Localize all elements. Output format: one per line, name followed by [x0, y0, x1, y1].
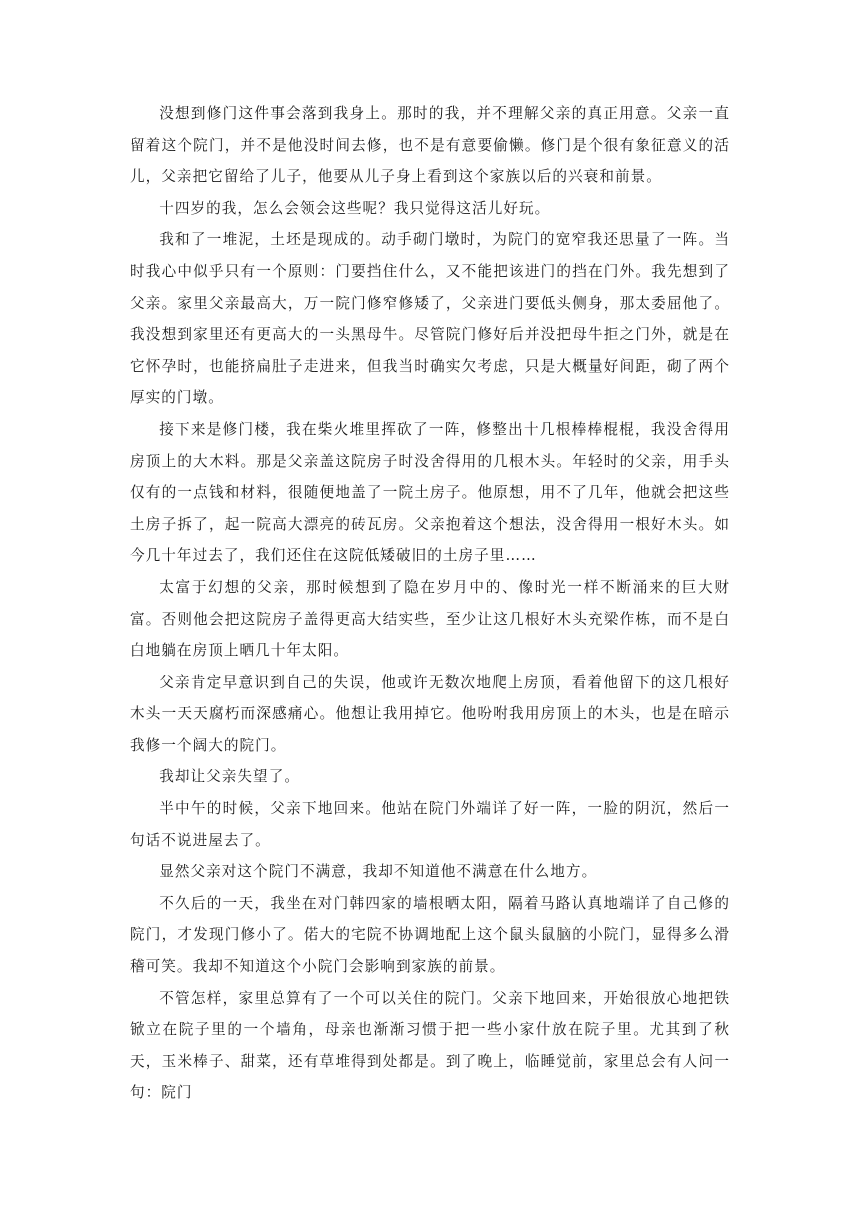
article-body: [130, 98, 730, 1109]
paragraph-2: 十四岁的我，怎么会领会这些呢？我只觉得这活儿好玩。: [159, 199, 551, 217]
paragraph-3: 我和了一堆泥，土坯是现成的。动手砌门墩时，为院门的宽窄我还思量了一阵。当时我心中似乎只有一个原则：门要挡住什么，又不能把该进门的挡在门外。我先想到了父亲。家里父亲最高大，万一院门修窄修矮了，父亲进门要低头侧身，那太委屈他了。我没想到家里还有更高大的一头黑母牛。尽管院门修好后并没把母牛拒之门外，就是在它怀孕时，也能挤扁肚子走进来，但我当时确实欠考虑，只是大概量好间距，砌了两个厚实的门墩。: [130, 231, 730, 407]
paragraph-11: 不管怎样，家里总算有了一个可以关住的院门。父亲下地回来，开始很放心地把铁锨立在院子里的一个墙角，母亲也渐渐习惯于把一些小家什放在院子里。尤其到了秋天，玉米棒子、甜菜，还有草堆得到处都是。到了晚上，临睡觉前，家里总会有人问一句：院门: [130, 989, 730, 1102]
paragraph-10: 不久后的一天，我坐在对门韩四家的墙根晒太阳，隔着马路认真地端详了自己修的院门，才发现门修小了。偌大的宅院不协调地配上这个鼠头鼠脑的小院门，显得多么滑稽可笑。我却不知道这个小院门会影响到家族的前景。: [130, 894, 730, 976]
paragraph-5: 太富于幻想的父亲，那时候想到了隐在岁月中的、像时光一样不断涌来的巨大财富。否则他会把这院房子盖得更高大结实些，至少让这几根好木头充梁作栋，而不是白白地躺在房顶上晒几十年太阳。: [130, 578, 730, 660]
paragraph-6: 父亲肯定早意识到自己的失误，他或许无数次地爬上房顶，看着他留下的这几根好木头一天天腐朽而深感痛心。他想让我用掉它。他吩咐我用房顶上的木头，也是在暗示我修一个阔大的院门。: [130, 673, 730, 754]
paragraph-8: 半中午的时候，父亲下地回来。他站在院门外端详了好一阵，一脸的阴沉，然后一句话不说进屋去了。: [130, 800, 730, 849]
paragraph-4: 接下来是修门楼，我在柴火堆里挥砍了一阵，修整出十几根棒棒棍棍，我没舍得用房顶上的大木料。那是父亲盖这院房子时没舍得用的几根木头。年轻时的父亲，用手头仅有的一点钱和材料，很随便地盖了一院土房子。他原想，用不了几年，他就会把这些土房子拆了，起一院高大漂亮的砖瓦房。父亲抱着这个想法，没舍得用一根好木头。如今几十年过去了，我们还住在这院低矮破旧的土房子里……: [130, 420, 730, 565]
paragraph-9: 显然父亲对这个院门不满意，我却不知道他不满意在什么地方。: [159, 863, 598, 881]
paragraph-7: 我却让父亲失望了。: [159, 768, 300, 786]
paragraph-1: 没想到修门这件事会落到我身上。那时的我，并不理解父亲的真正用意。父亲一直留着这个院门，并不是他没时间去修，也不是有意要偷懒。修门是个很有象征意义的活儿，父亲把它留给了儿子，他要从儿子身上看到这个家族以后的兴衰和前景。: [130, 105, 730, 186]
